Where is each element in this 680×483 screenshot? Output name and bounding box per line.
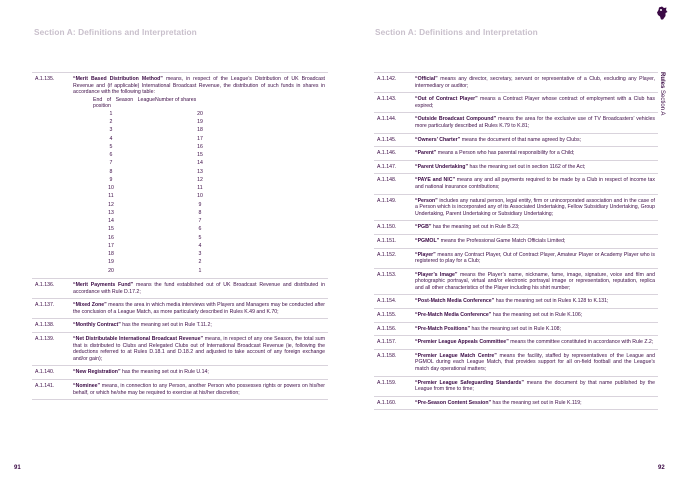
- definition-text: “Nominee” means, in connection to any Person, another Person who possesses rights or powers on his/her behalf, or which he/she may be required to exercise at his/her discretion;: [73, 382, 325, 396]
- league-position-cell: 11: [108, 193, 114, 200]
- definition-text: “Pre-Match Positions” has the meaning set out in Rule K.108;: [415, 325, 561, 332]
- shares-table-row: [73, 242, 325, 250]
- shares-cell: 18: [197, 127, 203, 134]
- definition-term: “Person”: [415, 197, 438, 204]
- definition-row: [374, 220, 658, 234]
- definition-term: “Nominee”: [73, 382, 101, 389]
- definition-text: “Monthly Contract” has the meaning set out in Rule T.11.2;: [73, 322, 212, 329]
- definition-term: “Mixed Zone”: [73, 302, 107, 309]
- definition-row: [374, 376, 658, 396]
- shares-table-row: [73, 135, 325, 143]
- definition-number: A.1.158.: [377, 352, 397, 359]
- definition-number: A.1.150.: [377, 224, 397, 231]
- shares-table: [73, 110, 325, 275]
- definition-term: “PAYE and NIC”: [415, 177, 456, 184]
- definition-number: A.1.155.: [377, 312, 397, 319]
- shares-cell: 3: [198, 251, 202, 258]
- definition-row: [32, 278, 328, 298]
- shares-table-row: [73, 209, 325, 217]
- definition-term: “Monthly Contract”: [73, 322, 121, 329]
- definition-number: A.1.160.: [377, 399, 397, 406]
- definition-number: A.1.145.: [377, 136, 397, 143]
- definition-term: “Merit Based Distribution Method”: [73, 76, 163, 82]
- definition-text: “Post-Match Media Conference” has the meaning set out in Rules K.128 to K.131;: [415, 298, 609, 305]
- league-position-cell: 20: [108, 267, 114, 274]
- definition-term: “Outside Broadcast Compound”: [415, 116, 497, 123]
- league-position-cell: 14: [108, 218, 114, 225]
- definition-number: A.1.136.: [35, 281, 55, 288]
- definition-term: “Pre-Match Media Conference”: [415, 312, 492, 319]
- definition-text: “PAYE and NIC” means any and all payments required to be made by a Club in respect of income tax and national insurance contributions;: [415, 177, 655, 190]
- definition-number: A.1.157.: [377, 339, 397, 346]
- definition-number: A.1.154.: [377, 298, 397, 305]
- definition-text: “Pre-Match Media Conference” has the meaning set out in Rule K.106;: [415, 312, 583, 319]
- page-number: 92: [658, 465, 665, 471]
- definition-term: “Out of Contract Player”: [415, 96, 478, 103]
- definition-row: [374, 349, 658, 376]
- definition-row: [374, 322, 658, 336]
- shares-table-row: [73, 234, 325, 242]
- definition-text: “Person” includes any natural person, legal entity, firm or unincorporated association and in the case of a Person which is incorporated any of its Associated Undertaking, Fellow Subsidiary Undertaking, Group Undertaking, Parent Undertaking or Subsidiary Undertaking;: [415, 197, 655, 217]
- definition-term: “Parent”: [415, 150, 437, 157]
- shares-table-row: [73, 118, 325, 126]
- definition-term: “Parent Undertaking”: [415, 163, 469, 170]
- definition-row: [32, 365, 328, 379]
- shares-table-row: [73, 126, 325, 134]
- definition-row: [32, 298, 328, 318]
- section-title: Section A: Definitions and Interpretation: [375, 27, 538, 37]
- definition-number: A.1.152.: [377, 251, 397, 258]
- shares-table-row: [73, 201, 325, 209]
- league-position-header: End of Season League position: [93, 96, 155, 110]
- shares-cell: 16: [197, 143, 203, 150]
- shares-table-header: [73, 97, 325, 110]
- shares-cell: 13: [197, 168, 203, 175]
- league-position-cell: 18: [108, 251, 114, 258]
- definition-text: “PGB” has the meaning set out in Rule B.23;: [415, 224, 520, 231]
- shares-table-row: [73, 258, 325, 266]
- definition-row: [374, 112, 658, 132]
- league-position-cell: 5: [109, 143, 113, 150]
- shares-table-row: [73, 192, 325, 200]
- definition-row: [374, 248, 658, 268]
- definition-text: “Premier League Appeals Committee” means the committee constituted in accordance with Rule Z.2;: [415, 339, 654, 346]
- definition-term: “PGB”: [415, 224, 432, 231]
- shares-table-row: [73, 225, 325, 233]
- definition-row: [32, 379, 328, 400]
- league-position-cell: 7: [109, 160, 113, 167]
- league-position-cell: 15: [108, 226, 114, 233]
- definition-number: A.1.147.: [377, 163, 397, 170]
- definition-row: [32, 332, 328, 365]
- definition-row: [374, 268, 658, 295]
- shares-cell: 2: [198, 259, 202, 266]
- league-position-cell: 13: [108, 209, 114, 216]
- definition-number: A.1.148.: [377, 177, 397, 184]
- definition-term: “Merit Payments Fund”: [73, 281, 134, 288]
- definition-row: [374, 234, 658, 248]
- definition-number: A.1.139.: [35, 335, 55, 342]
- definition-row: [374, 396, 658, 411]
- shares-cell: 15: [197, 152, 203, 159]
- definition-text: “Pre-Season Content Session” has the meaning set out in Rule K.119;: [415, 399, 582, 406]
- definition-term: “New Registration”: [73, 369, 121, 376]
- definition-number: A.1.146.: [377, 150, 397, 157]
- shares-cell: 1: [198, 267, 202, 274]
- league-position-cell: 6: [109, 152, 113, 159]
- definition-text: “New Registration” has the meaning set out in Rule U.14;: [73, 369, 209, 376]
- definition-text: “Net Distributable International Broadcast Revenue” means, in respect of any one Season, the total sum that is distributed to Clubs and Relegated Clubs out of International Broadcast Revenue (ie, following the deductions referred to at Rules D.18.1 and D.18.2 and adjusted to take account of any foreign exchange and/or gain);: [73, 335, 326, 362]
- shares-cell: 5: [198, 234, 202, 241]
- shares-cell: 20: [197, 110, 203, 117]
- definition-text: “Merit Based Distribution Method” means, in respect of the League’s Distribution of UK Broadcast Revenue and (if applicable) International Broadcast Revenue, the distribution of such funds in shares in accordance with the following table: End of Season League position Number of shares 1 20 2 19 3 18 4 17 5 16 6 15 7 14 8 13 9 12 10 11 11 10 12 9 13 8 14 7 15 6 16 5 17 4 18 3 19 2 20 1: [73, 76, 325, 274]
- league-position-cell: 8: [109, 168, 113, 175]
- definition-number: A.1.159.: [377, 379, 397, 386]
- page-number: 91: [14, 465, 21, 471]
- premier-league-lion-logo-icon: [656, 6, 668, 20]
- league-position-cell: 9: [109, 176, 113, 183]
- shares-table-row: [73, 159, 325, 167]
- definition-row: [374, 133, 658, 147]
- shares-cell: 12: [197, 176, 203, 183]
- definition-row: [374, 294, 658, 308]
- definition-term: “Pre-Season Content Session”: [415, 399, 492, 406]
- shares-table-row: [73, 184, 325, 192]
- right-page: [340, 0, 680, 483]
- definition-text: “Player” means any Contract Player, Out of Contract Player, Amateur Player or Academy Player who is registered to play for a Club;: [415, 251, 655, 265]
- definition-term: “Post-Match Media Conference”: [415, 298, 495, 305]
- definition-number: A.1.151.: [377, 237, 397, 244]
- definition-term: “Official”: [415, 76, 438, 82]
- definitions-table: [32, 72, 328, 400]
- definition-term: “Premier League Match Centre”: [415, 352, 497, 359]
- definition-row: [374, 92, 658, 112]
- definition-number: A.1.137.: [35, 302, 55, 309]
- definition-text: “Premier League Match Centre” means the facility, staffed by representatives of the League and PGMOL during each League Match, that provides support for all on-field football and the League’s match day operational matters;: [415, 352, 655, 373]
- shares-table-row: [73, 143, 325, 151]
- shares-table-row: [73, 217, 325, 225]
- league-position-cell: 12: [108, 201, 114, 208]
- league-position-cell: 16: [108, 234, 114, 241]
- definition-text: “Merit Payments Fund” means the fund established out of UK Broadcast Revenue and distributed in accordance with Rule D.17.2;: [73, 281, 325, 295]
- shares-cell: 6: [198, 226, 202, 233]
- definition-row: [374, 146, 658, 160]
- definition-term: “Owners’ Charter”: [415, 136, 461, 143]
- definition-row: [32, 72, 328, 278]
- shares-table-row: [73, 110, 325, 118]
- shares-cell: 9: [198, 201, 202, 208]
- shares-cell: 10: [197, 193, 203, 200]
- definition-row: [374, 194, 658, 221]
- definition-number: A.1.144.: [377, 116, 397, 123]
- shares-cell: 4: [198, 242, 202, 249]
- definition-number: A.1.153.: [377, 271, 397, 278]
- league-position-cell: 1: [109, 110, 113, 117]
- definition-text: “Parent Undertaking” has the meaning set out in section 1162 of the Act;: [415, 163, 586, 170]
- definition-term: “Premier League Appeals Committee”: [415, 339, 509, 346]
- shares-table-row: [73, 168, 325, 176]
- shares-cell: 19: [197, 119, 203, 126]
- definition-number: A.1.142.: [377, 76, 397, 82]
- definition-number: A.1.138.: [35, 322, 55, 329]
- league-position-cell: 2: [109, 119, 113, 126]
- shares-table-row: [73, 267, 325, 275]
- definition-term: “Net Distributable International Broadcast Revenue”: [73, 335, 204, 342]
- section-title: Section A: Definitions and Interpretation: [34, 27, 197, 37]
- definition-row: [374, 335, 658, 349]
- definition-text: “PGMOL” means the Professional Game Match Officials Limited;: [415, 237, 566, 244]
- shares-cell: 7: [198, 218, 202, 225]
- definition-row: [374, 160, 658, 174]
- definition-number: A.1.141.: [35, 382, 55, 389]
- definition-term: “Player”: [415, 251, 436, 258]
- definition-text: “Premier League Safeguarding Standards” means the document by that name published by the League from time to time;: [415, 379, 655, 393]
- league-position-cell: 19: [108, 259, 114, 266]
- league-position-cell: 10: [108, 185, 114, 192]
- shares-cell: 17: [197, 135, 203, 142]
- league-position-cell: 17: [108, 242, 114, 249]
- definition-number: A.1.135.: [35, 76, 55, 82]
- definition-text: “Out of Contract Player” means a Contract Player whose contract of employment with a Club has expired;: [415, 96, 655, 109]
- shares-table-row: [73, 151, 325, 159]
- definition-number: A.1.149.: [377, 197, 397, 204]
- league-position-cell: 3: [109, 127, 113, 134]
- definition-row: [374, 308, 658, 322]
- definition-term: “Pre-Match Positions”: [415, 325, 471, 332]
- definition-row: [374, 173, 658, 193]
- shares-table-row: [73, 250, 325, 258]
- definition-number: A.1.143.: [377, 96, 397, 103]
- definition-text: “Mixed Zone” means the area in which media interviews with Players and Managers may be conducted after the conclusion of a League Match, as more particularly described in Rules K.49 and K.70;: [73, 302, 325, 315]
- definition-text: “Outside Broadcast Compound” means the area for the exclusive use of TV Broadcasters’ vehicles more particularly described at Rules K.79 to K.81;: [415, 116, 656, 129]
- definition-term: “PGMOL”: [415, 237, 440, 244]
- shares-cell: 11: [197, 185, 203, 192]
- definition-text: “Player’s Image” means the Player’s name, nickname, fame, image, signature, voice and film and photographic portrayal, virtual and/or electronic portrayal image or representation, reputation, replica and all other characteristics of the Player including his shirt number;: [415, 271, 656, 291]
- definition-row: [374, 72, 658, 92]
- definition-number: A.1.140.: [35, 369, 55, 376]
- shares-table-row: [73, 176, 325, 184]
- definition-text: “Owners’ Charter” means the document of that name agreed by Clubs;: [415, 136, 582, 143]
- definition-term: “Premier League Safeguarding Standards”: [415, 379, 524, 386]
- shares-cell: 8: [198, 209, 202, 216]
- definition-text: “Official” means any director, secretary, servant or representative of a Club, excluding any Player, intermediary or auditor;: [415, 76, 655, 89]
- side-section-label: Rules Section A: [659, 72, 665, 116]
- definition-term: “Player’s Image”: [415, 271, 458, 278]
- shares-header: Number of shares: [155, 96, 197, 103]
- shares-cell: 14: [197, 160, 203, 167]
- definition-number: A.1.156.: [377, 325, 397, 332]
- league-position-cell: 4: [109, 135, 113, 142]
- definitions-table: [374, 72, 658, 410]
- definition-text: “Parent” means a Person who has parental responsibility for a Child;: [415, 150, 575, 157]
- definition-row: [32, 318, 328, 332]
